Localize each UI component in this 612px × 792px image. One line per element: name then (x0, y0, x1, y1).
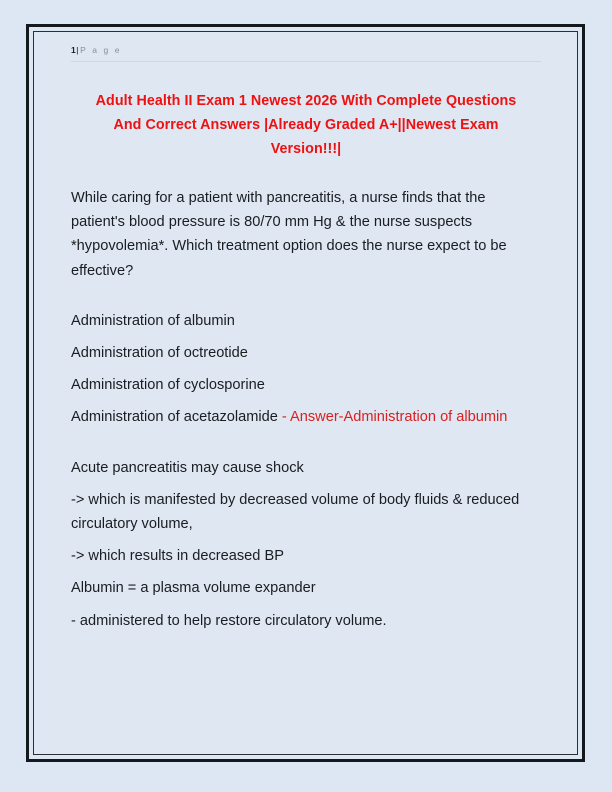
page-border-inner (33, 31, 578, 755)
page-number: 1 (71, 45, 77, 55)
correct-answer-text: - Answer-Administration of albumin (277, 409, 508, 426)
rationale-line: - administered to help restore circulatory volume. (71, 612, 387, 629)
answer-option: Administration of cyclosporine (71, 377, 265, 394)
rationale-line: Acute pancreatitis may cause shock (71, 459, 304, 476)
document-title: Adult Health II Exam 1 Newest 2026 With Complete Questions And Correct Answers |Already Graded A+||Newest Exam Version!!!| (95, 93, 517, 157)
running-header (71, 44, 541, 61)
rationale-line: -> which results in decreased BP (71, 548, 284, 565)
header-divider (71, 61, 541, 62)
page-content-area (34, 32, 577, 754)
page-header-label: P a g e (80, 45, 122, 55)
rationale-line: Albumin = a plasma volume expander (71, 580, 316, 597)
page-header-separator: | (76, 45, 81, 55)
answer-option: Administration of albumin (71, 312, 235, 329)
page-border-outer (26, 24, 585, 762)
spacer-before-rationale (71, 430, 541, 456)
question-text: While caring for a patient with pancreatitis, a nurse finds that the patient's blood pressure is 80/70 mm Hg & the nurse suspects *hypovolemia*. Which treatment option does the nurse expect to be effective? (71, 190, 507, 279)
spacer-after-question (71, 283, 541, 309)
rationale-line: -> which is manifested by decreased volume of body fluids & reduced circulatory volume, (71, 491, 520, 533)
answer-option-with-key (71, 405, 541, 429)
answer-option-text: Administration of acetazolamide (71, 409, 278, 426)
document-body (71, 186, 541, 633)
answer-option: Administration of octreotide (71, 345, 248, 362)
